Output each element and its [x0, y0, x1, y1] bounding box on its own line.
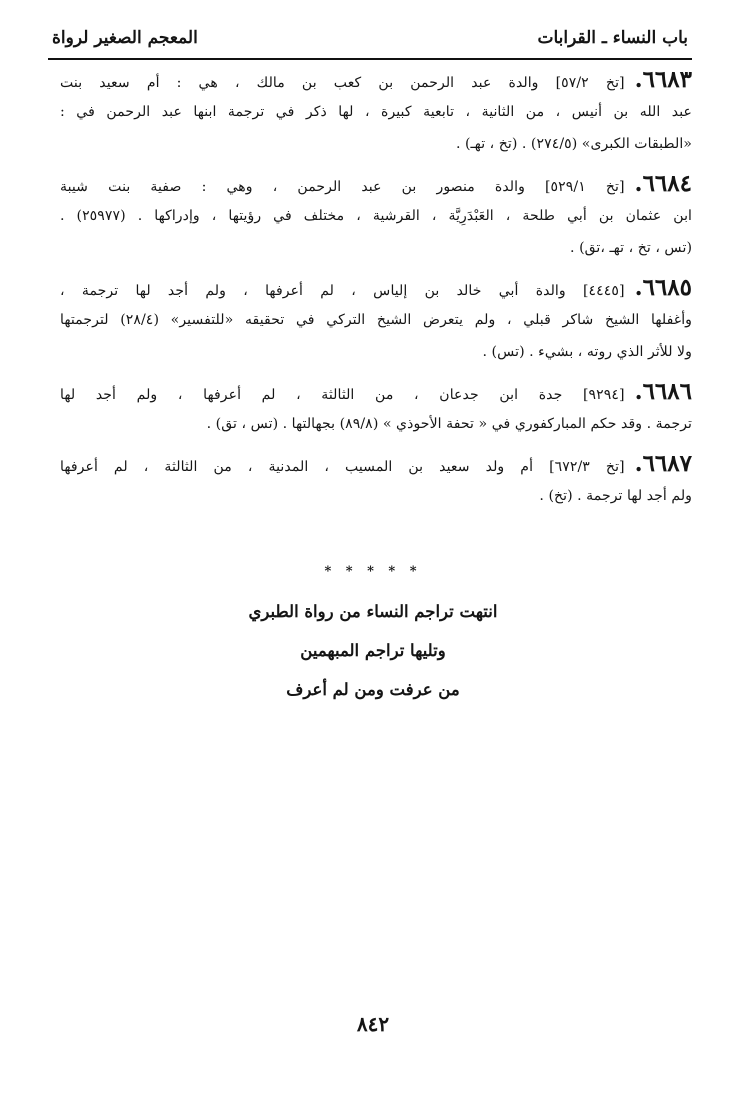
header-divider [48, 58, 692, 60]
entry-text-line: ولم أجد لها ترجمة . (تخ) . [539, 488, 692, 504]
entry-6686 [60, 376, 692, 440]
entry-text-line: «الطبقات الكبرى» (٢٧٤/٥) . (تخ ، تهـ) . [455, 136, 692, 152]
entry-text-line: وأغفلها الشيخ شاكر قبلي ، ولم يتعرض الشيخ التركي في تحقيقه «للتفسير» (٢٨/٤) لترجمتها [60, 312, 692, 328]
entry-number: ٦٦٨٣. [634, 66, 692, 93]
entry-text-line: عبد الله بن أنيس ، من الثانية ، تابعية كبيرة ، لها ذكر في ترجمة ابنها عبد الرحمن في : [60, 104, 692, 120]
entry-6685 [60, 272, 692, 368]
entry-list [60, 64, 692, 520]
entry-number: ٦٦٨٥. [634, 274, 692, 301]
entry-number: ٦٦٨٤. [634, 170, 692, 197]
book-title: المعجم الصغير لرواة [52, 28, 198, 48]
entry-text-line: ابن عثمان بن أبي طلحة ، العَبْدَرِيَّة ، القرشية ، مختلف في رؤيتها ، وإدراكها . (٢٥٩٧٧) . [60, 208, 692, 224]
entry-text-line: [تخ ٦٧٢/٣] أم ولد سعيد بن المسيب ، المدنية ، من الثالثة ، لم أعرفها [60, 459, 625, 475]
closing-line: وتليها تراجم المبهمين [300, 641, 446, 660]
chapter-title: باب النساء ـ القرابات [537, 28, 688, 48]
running-header [48, 28, 688, 58]
entry-text-line: [تخ ٥٢٩/١] والدة منصور بن عبد الرحمن ، وهي : صفية بنت شيبة [60, 179, 625, 195]
section-separator: * * * * * [324, 564, 422, 579]
page-number: ٨٤٢ [356, 1012, 390, 1036]
entry-text-line: [٤٤٤٥] والدة أبي خالد بن إلياس ، لم أعرفها ، ولم أجد لها ترجمة ، [60, 283, 625, 299]
entry-text-line: ترجمة . وقد حكم المباركفوري في « تحفة الأحوذي » (٨٩/٨) بجهالتها . (تس ، تق) . [206, 416, 692, 432]
entry-text-line: ولا للأثر الذي روته ، بشيء . (تس) . [482, 344, 692, 360]
entry-6683 [60, 64, 692, 160]
entry-number: ٦٦٨٦. [634, 378, 692, 405]
entry-number: ٦٦٨٧. [634, 450, 692, 477]
entry-6687 [60, 448, 692, 512]
entry-text-line: [٩٢٩٤] جدة ابن جدعان ، من الثالثة ، لم أعرفها ، ولم أجد لها [60, 387, 625, 403]
closing-line: من عرفت ومن لم أعرف [286, 680, 460, 699]
entry-text-line: (تس ، تخ ، تهـ ،تق) . [570, 240, 692, 256]
entry-text-line: [تخ ٥٧/٢] والدة عبد الرحمن بن كعب بن مالك ، هي : أم سعيد بنت [60, 75, 625, 91]
entry-6684 [60, 168, 692, 264]
closing-line: انتهت تراجم النساء من رواة الطبري [248, 602, 498, 621]
closing-note [0, 592, 746, 709]
